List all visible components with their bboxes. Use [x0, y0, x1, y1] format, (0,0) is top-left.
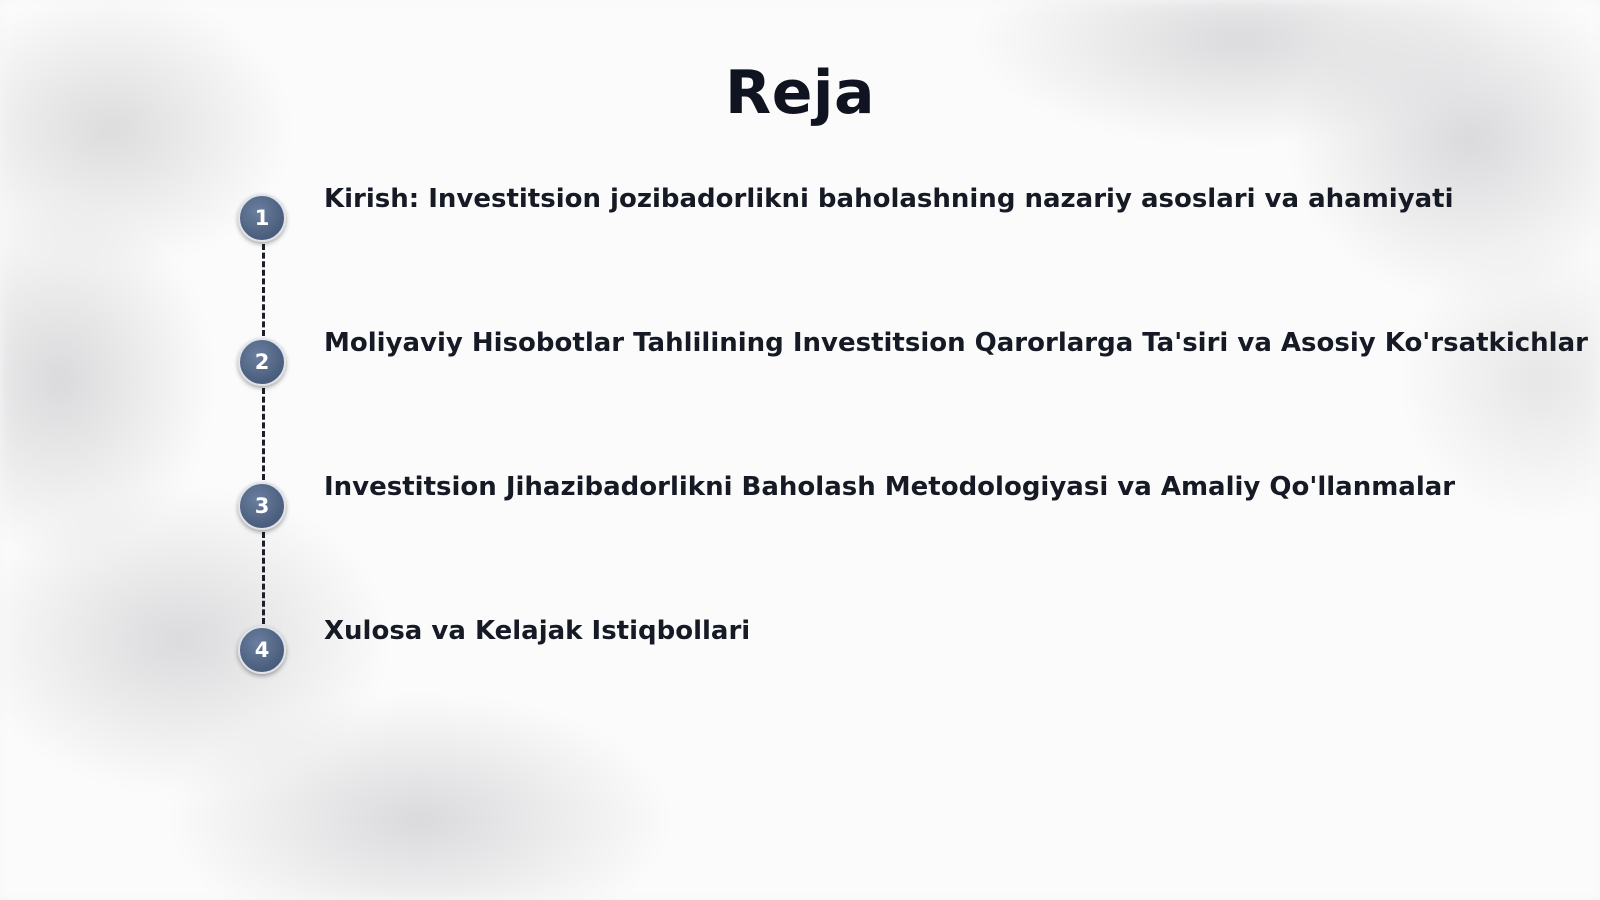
- outline-item-text: Xulosa va Kelajak Istiqbollari: [324, 616, 751, 646]
- number-badge: 4: [238, 626, 286, 674]
- number-badge: 1: [238, 194, 286, 242]
- number-badge: 2: [238, 338, 286, 386]
- slide-title: Reja: [725, 58, 875, 128]
- number-badge: 3: [238, 482, 286, 530]
- outline-item-text: Investitsion Jihazibadorlikni Baholash Metodologiyasi va Amaliy Qo'llanmalar: [324, 472, 1456, 502]
- timeline-connector: [262, 244, 265, 336]
- timeline-connector: [262, 388, 265, 480]
- outline-item-text: Moliyaviy Hisobotlar Tahlilining Investitsion Qarorlarga Ta'siri va Asosiy Ko'rsatkichlar: [324, 328, 1588, 358]
- timeline-connector: [262, 532, 265, 624]
- outline-item-text: Kirish: Investitsion jozibadorlikni baholashning nazariy asoslari va ahamiyati: [324, 184, 1454, 214]
